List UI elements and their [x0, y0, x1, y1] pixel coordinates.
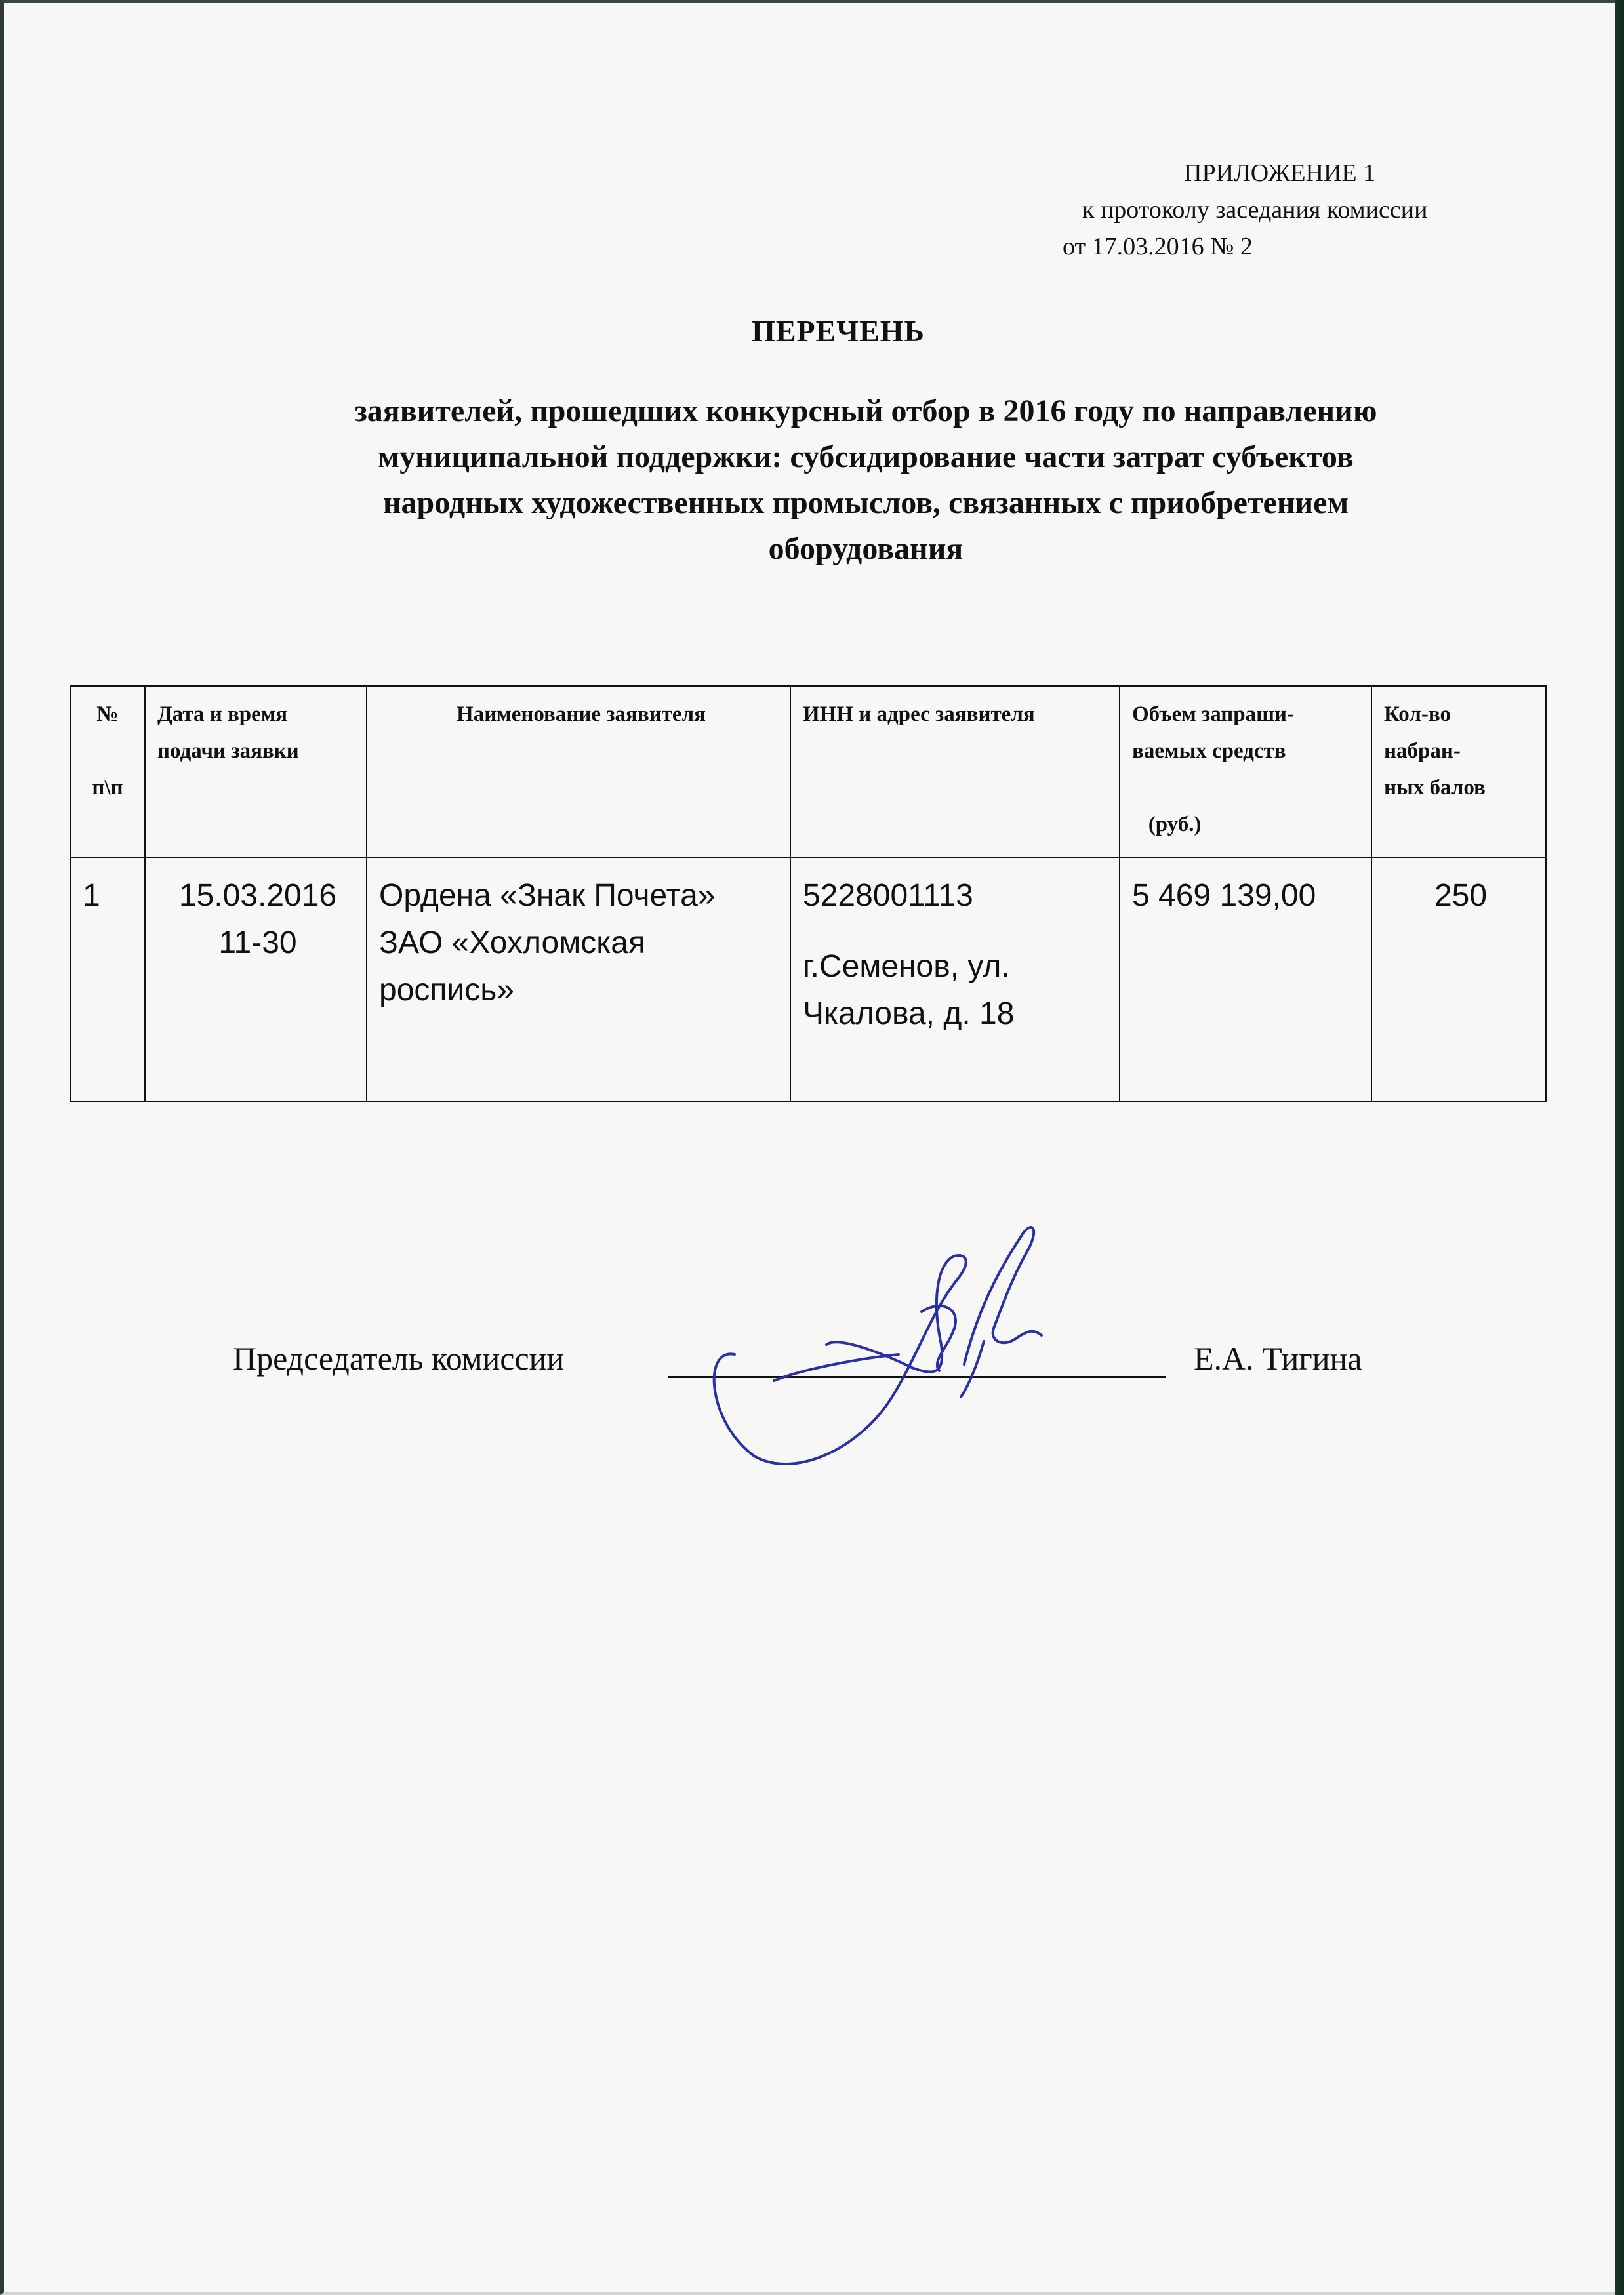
subtitle-line: оборудования: [768, 531, 964, 566]
header-text: №: [96, 702, 119, 726]
cell-applicant-name: [367, 857, 790, 1101]
cell-number: 1: [70, 857, 145, 1101]
header-text: Кол-во: [1384, 702, 1451, 726]
cell-score: 250: [1371, 857, 1546, 1101]
cell-text: роспись»: [379, 973, 514, 1007]
handwritten-signature: [695, 1213, 1063, 1476]
signature-strokes: [714, 1227, 1042, 1464]
header-text: Дата и время: [157, 702, 288, 726]
cell-amount: 5 469 139,00: [1120, 857, 1371, 1101]
header-text: ных балов: [1384, 776, 1486, 800]
cell-date-time: [145, 857, 367, 1101]
header-text: п\п: [92, 776, 123, 800]
appendix-block: [1049, 155, 1548, 265]
header-text: Объем запраши-: [1132, 702, 1295, 726]
appendix-date: от 17.03.2016 № 2: [1063, 233, 1253, 260]
cell-date: 15.03.2016: [178, 878, 337, 913]
header-inn-address: [790, 686, 1120, 857]
signature-stroke: [922, 1306, 956, 1371]
header-text: ИНН и адрес заявителя: [803, 702, 1035, 726]
cell-text: ЗАО «Хохломская: [379, 925, 645, 960]
signature-stroke: [964, 1227, 1042, 1364]
document-title: ПЕРЕЧЕНЬ: [752, 314, 925, 348]
cell-text: Ордена «Знак Почета»: [379, 878, 716, 913]
subtitle-line: заявителей, прошедших конкурсный отбор в 2016 году по направлению: [354, 394, 1377, 428]
header-text: подачи заявки: [157, 739, 299, 763]
cell-address: г.Семенов, ул.: [803, 949, 1010, 984]
appendix-title: ПРИЛОЖЕНИЕ 1: [1184, 159, 1376, 187]
signatory-name: Е.А. Тигина: [1194, 1340, 1362, 1377]
appendix-reference: к протоколу заседания комиссии: [1082, 196, 1428, 224]
subtitle-line: народных художественных промыслов, связанных с приобретением: [382, 485, 1349, 520]
header-amount: [1120, 686, 1371, 857]
signature-stroke: [961, 1341, 984, 1397]
document-subtitle: [223, 388, 1509, 572]
cell-inn-address: [790, 857, 1120, 1101]
header-score: [1371, 686, 1546, 857]
cell-address: Чкалова, д. 18: [803, 996, 1015, 1031]
header-number: [70, 686, 145, 857]
signature-stroke: [714, 1255, 966, 1464]
cell-time: 11-30: [218, 925, 297, 960]
header-text: (руб.): [1132, 813, 1202, 836]
signature-stroke: [774, 1354, 899, 1381]
header-text: набран-: [1384, 739, 1461, 763]
table-header-row: [70, 686, 1546, 857]
cell-inn: 5228001113: [803, 878, 973, 913]
header-date: [145, 686, 367, 857]
header-text: ваемых средств: [1132, 739, 1286, 763]
header-applicant-name: [367, 686, 790, 857]
header-text: Наименование заявителя: [457, 702, 706, 726]
table-row: [70, 857, 1546, 1101]
applicants-table: [70, 685, 1547, 1102]
signature-label: Председатель комиссии: [233, 1340, 565, 1377]
subtitle-line: муниципальной поддержки: субсидирование части затрат субъектов: [378, 439, 1354, 474]
